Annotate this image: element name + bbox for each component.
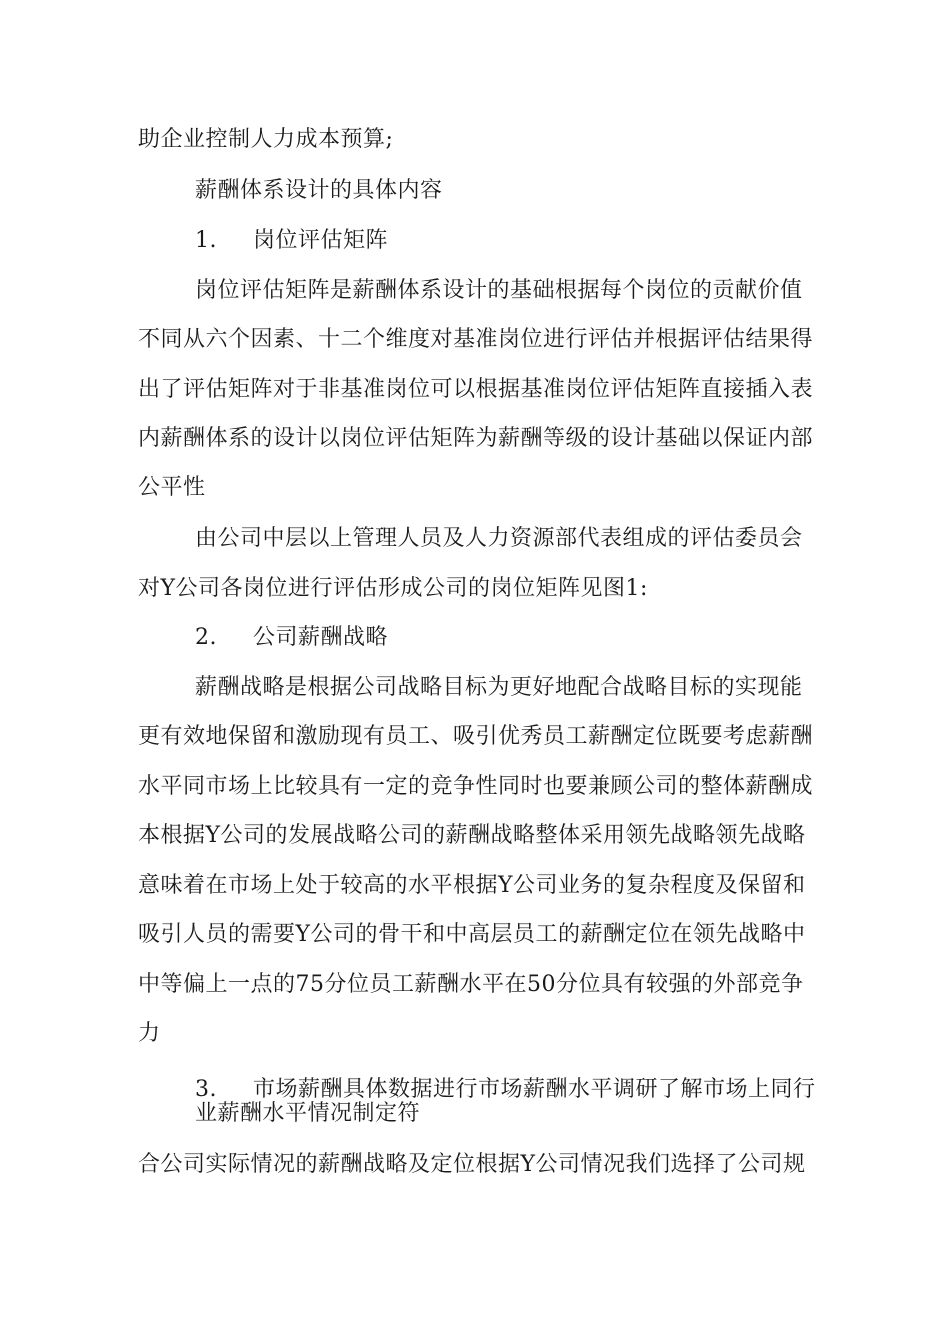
- list-item-heading: [195, 623, 820, 653]
- paragraph-line: 吸引人员的需要Y公司的骨干和中高层员工的薪酬定位在领先战略中: [138, 922, 806, 947]
- list-number: 2.: [195, 625, 217, 650]
- list-number: 3.: [195, 1077, 217, 1102]
- list-number: 1.: [195, 228, 217, 253]
- paragraph-line: 中等偏上一点的75分位员工薪酬水平在50分位具有较强的外部竞争: [138, 972, 804, 997]
- list-item-title: 市场薪酬具体数据进行市场薪酬水平调研了解市场上同行: [253, 1077, 816, 1102]
- paragraph-line: 对Y公司各岗位进行评估形成公司的岗位矩阵见图1:: [138, 576, 648, 601]
- paragraph-line: 合公司实际情况的薪酬战略及定位根据Y公司情况我们选择了公司规: [138, 1152, 806, 1177]
- paragraph-line: 薪酬战略是根据公司战略目标为更好地配合战略目标的实现能: [195, 675, 803, 700]
- paragraph-line: 岗位评估矩阵是薪酬体系设计的基础根据每个岗位的贡献价值: [195, 278, 803, 303]
- paragraph-line: 出了评估矩阵对于非基准岗位可以根据基准岗位评估矩阵直接插入表: [138, 377, 814, 402]
- paragraph-line: 不同从六个因素、十二个维度对基准岗位进行评估并根据评估结果得: [138, 327, 814, 352]
- paragraph-line: 更有效地保留和激励现有员工、吸引优秀员工薪酬定位既要考虑薪酬: [138, 724, 814, 749]
- list-item-heading: [195, 1078, 820, 1126]
- paragraph-line: 内薪酬体系的设计以岗位评估矩阵为薪酬等级的设计基础以保证内部: [138, 426, 814, 451]
- list-item-heading: [195, 226, 820, 256]
- paragraph-line: 公平性: [138, 475, 206, 500]
- paragraph-line: 助企业控制人力成本预算;: [138, 127, 394, 152]
- list-item-row: [195, 1078, 820, 1102]
- list-item-continuation: 业薪酬水平情况制定符: [195, 1101, 421, 1126]
- paragraph-line: 意味着在市场上处于较高的水平根据Y公司业务的复杂程度及保留和: [138, 873, 806, 898]
- paragraph-line: 力: [138, 1021, 161, 1046]
- paragraph-line: 由公司中层以上管理人员及人力资源部代表组成的评估委员会: [195, 526, 803, 551]
- section-heading: 薪酬体系设计的具体内容: [195, 178, 443, 203]
- paragraph-line: 水平同市场上比较具有一定的竞争性同时也要兼顾公司的整体薪酬成: [138, 774, 814, 799]
- list-item-title: 岗位评估矩阵: [253, 228, 389, 253]
- list-item-title: 公司薪酬战略: [253, 625, 389, 650]
- paragraph-line: 本根据Y公司的发展战略公司的薪酬战略整体采用领先战略领先战略: [138, 823, 806, 848]
